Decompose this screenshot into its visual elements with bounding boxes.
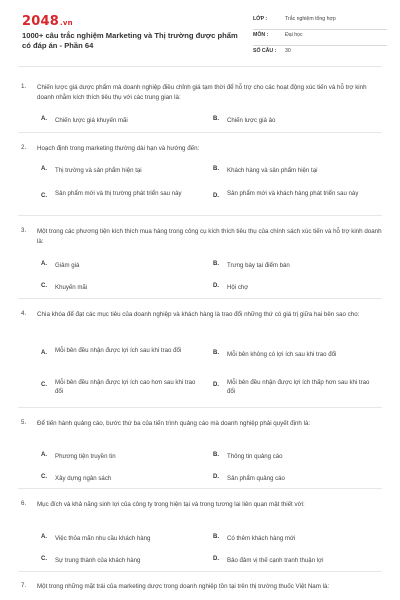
question-text: Một trong các phương tiện kích thích mua hàng trong công cụ kích thích tiêu thụ của chính sách xúc tiến và hỗ trợ kinh doanh là: bbox=[37, 228, 382, 245]
option-text: Có thêm khách hàng mới bbox=[227, 535, 296, 542]
question-number: 3. bbox=[21, 227, 27, 234]
option-letter: B. bbox=[213, 534, 219, 540]
document-title: 1000+ câu trắc nghiệm Marketing và Thị trường được phẩm có đáp án - Phần 64 bbox=[22, 31, 238, 50]
question-text: Một trong những mặt trái của marketing dược trong doanh nghiệp tồn tại trên thị trường thuốc Việt Nam là: bbox=[37, 583, 330, 590]
question-text: Để tiến hành quảng cáo, bước thứ ba của tiến trình quảng cáo mà doanh nghiệp phải quyết định là: bbox=[37, 420, 311, 427]
document-header bbox=[0, 0, 400, 64]
meta-value: Đại học bbox=[285, 32, 303, 38]
meta-key: MÔN : bbox=[253, 32, 269, 38]
option-text: Hội chợ bbox=[227, 284, 249, 291]
option-letter: B. bbox=[213, 166, 219, 172]
question-text: Mục đích và khả năng sinh lợi của công ty trong hiện tại và trong tương lai liên quan mật thiết với: bbox=[37, 501, 305, 508]
option-text: Chiến lược giá ảo bbox=[227, 117, 276, 124]
meta-value: Trắc nghiệm tổng hợp bbox=[285, 16, 336, 22]
option-letter: D. bbox=[213, 382, 219, 388]
question-divider bbox=[18, 488, 382, 489]
option-text: Mỗi bên đều nhận được lợi ích cao hơn sau khi trao đổi bbox=[55, 379, 196, 395]
option-letter: D. bbox=[213, 556, 219, 562]
question-number: 7. bbox=[21, 582, 27, 589]
logo-suffix: .vn bbox=[59, 19, 73, 27]
question-divider bbox=[18, 215, 382, 216]
option-text: Thị trường và sản phẩm hiện tại bbox=[55, 167, 142, 174]
option-letter: B. bbox=[213, 350, 219, 356]
question-text: Chiến lược giá dược phẩm mà doanh nghiệp điều chỉnh giá tạm thời để hỗ trợ cho các hoạt động xúc tiến và hỗ trợ kinh doanh nhằm kích thích tiêu thụ với các trung gian là: bbox=[37, 84, 367, 101]
question-divider bbox=[18, 132, 382, 133]
question-text: Chìa khóa để đạt các mục tiêu của doanh nghiệp và khách hàng là trao đổi những thứ có giá trị giữa hai bên sao cho: bbox=[37, 311, 360, 318]
option-text: Xây dựng ngân sách bbox=[55, 475, 112, 482]
option-text: Giảm giá bbox=[55, 262, 80, 269]
meta-key: LỚP : bbox=[253, 16, 268, 22]
option-letter: D. bbox=[213, 474, 219, 480]
option-text: Bảo đảm vị thế cạnh tranh thuận lợi bbox=[227, 557, 324, 564]
logo-main: 2048 bbox=[22, 14, 59, 29]
option-letter: A. bbox=[41, 116, 47, 122]
option-text: Trưng bày tại điểm bán bbox=[227, 262, 290, 269]
option-text: Mỗi bên đều nhận được lợi ích thấp hơn sau khi trao đổi bbox=[227, 379, 370, 395]
meta-table bbox=[253, 14, 387, 62]
option-letter: A. bbox=[41, 350, 47, 356]
question-number: 6. bbox=[21, 500, 27, 507]
site-logo[interactable] bbox=[22, 14, 73, 29]
option-text: Phương tiện truyền tin bbox=[55, 453, 116, 460]
meta-row-mon bbox=[253, 30, 387, 46]
option-text: Sản phẩm mới và thị trường phát triển sau này bbox=[55, 190, 182, 197]
option-letter: D. bbox=[213, 193, 219, 199]
question-divider bbox=[18, 298, 382, 299]
question-text: Hoạch định trong marketing thường dài hạn và hướng đến: bbox=[37, 145, 200, 152]
question-number: 4. bbox=[21, 310, 27, 317]
option-text: Mỗi bên không có lợi ích sau khi trao đổi bbox=[227, 351, 337, 358]
question-divider bbox=[18, 407, 382, 408]
option-letter: A. bbox=[41, 261, 47, 267]
option-letter: C. bbox=[41, 474, 47, 480]
option-letter: D. bbox=[213, 283, 219, 289]
option-text: Việc thỏa mãn nhu cầu khách hàng bbox=[55, 535, 151, 542]
option-text: Sản phẩm quảng cáo bbox=[227, 475, 285, 482]
option-text: Khách hàng và sản phẩm hiện tại bbox=[227, 167, 318, 174]
option-text: Sự trung thành của khách hàng bbox=[55, 557, 141, 564]
option-text: Sản phẩm mới và khách hàng phát triển sau này bbox=[227, 190, 359, 197]
option-letter: C. bbox=[41, 283, 47, 289]
option-letter: C. bbox=[41, 193, 47, 199]
question-divider bbox=[18, 571, 382, 572]
option-text: Khuyến mãi bbox=[55, 284, 88, 291]
meta-value: 30 bbox=[285, 48, 291, 54]
meta-row-lop bbox=[253, 14, 387, 30]
option-letter: B. bbox=[213, 452, 219, 458]
option-letter: A. bbox=[41, 452, 47, 458]
option-text: Chiến lược giá khuyến mãi bbox=[55, 117, 128, 124]
option-letter: B. bbox=[213, 261, 219, 267]
option-letter: C. bbox=[41, 382, 47, 388]
meta-row-so-cau bbox=[253, 46, 387, 62]
header-divider bbox=[18, 66, 382, 67]
question-number: 5. bbox=[21, 419, 27, 426]
option-letter: A. bbox=[41, 166, 47, 172]
question-number: 2. bbox=[21, 144, 27, 151]
meta-key: SỐ CÂU : bbox=[253, 48, 277, 54]
option-letter: A. bbox=[41, 534, 47, 540]
option-text: Mỗi bên đều nhận được lợi ích sau khi trao đổi bbox=[55, 347, 182, 354]
option-text: Thông tin quảng cáo bbox=[227, 453, 283, 460]
option-letter: C. bbox=[41, 556, 47, 562]
question-number: 1. bbox=[21, 83, 27, 90]
option-letter: B. bbox=[213, 116, 219, 122]
